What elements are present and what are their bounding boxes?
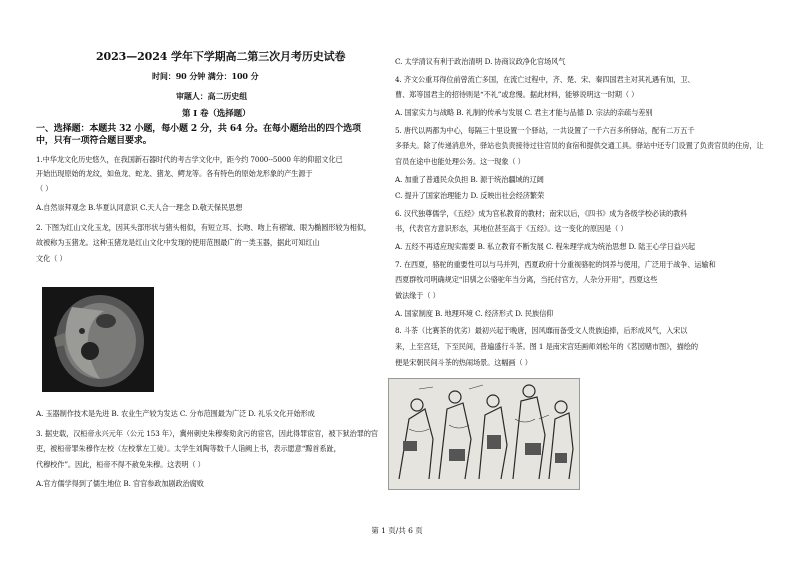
- q1-line-2: 开始出现原始的龙纹，如鱼龙、蛇龙、猪龙、鳄龙等。各有特色的原始龙形象的产生源于: [36, 169, 313, 178]
- q3-line-2: 吏，被桓帝罪朱穆作左校（左校掌左工徒）。太学生刘陶等数千人诣阙上书，表示愿意“黥首系趾，: [36, 444, 341, 453]
- q5-line-3: 官员在途中也能处理公务。这一现象（ ）: [395, 157, 525, 166]
- q4-line-1: 4. 齐文公重耳得位前曾流亡多国，在流亡过程中，齐、楚、宋、秦四国君主对其礼遇有加，卫、: [395, 75, 695, 84]
- q2-line-2: 故被称为玉猪龙。这种玉猪龙是红山文化中发现的使用范围最广的一类玉器，据此可知红山: [36, 238, 320, 247]
- q7-line-1: 7. 在西夏，骆驼的重要性可以与马并列，西夏政府十分重视骆驼的饲养与使用，广泛用于战争、运输和: [395, 260, 716, 269]
- q5-line-1: 5. 唐代以两都为中心，每隔三十里设置一个驿站，一共设置了一千六百多所驿站，配有二万五千: [395, 126, 695, 135]
- q5-options-cd: C. 提升了国家治理能力 D. 反映出社会经济繁荣: [395, 191, 545, 200]
- q7-line-2: 西夏群牧司明确规定“旧驯之公骆驼年当分离，当托付官方，人杂分开用”，西夏这些: [395, 275, 658, 284]
- page-title: 2023—2024 学年下学期高二第三次月考历史试卷: [96, 50, 346, 63]
- q8-line-2: 来，上至宫廷，下至民间，普遍盛行斗茶。图 1 是南宋宫廷画师刘松年的《茗园赌市图》，描绘的: [395, 342, 698, 351]
- q7-options: A. 国家制度 B. 地理环境 C. 经济形式 D. 民族信仰: [395, 309, 554, 318]
- exam-time-info: 时间：90 分钟 满分：100 分: [152, 71, 259, 81]
- q6-line-1: 6. 汉代独尊儒学，《五经》成为官私教育的教材；南宋以后，《四书》成为各级学校必读的教科: [395, 209, 688, 218]
- instructions-line-1: 一、选择题：本题共 32 小题，每小题 2 分，共 64 分。在每小题给出的四个选项: [36, 124, 361, 134]
- q6-options: A. 五经不再适应现实需要 B. 私立教育不断发展 C. 程朱理学成为统治思想 D. 陆王心学日益兴起: [395, 242, 696, 251]
- q2-line-1: 2. 下图为红山文化玉龙，因其头部形状与猪头相似，有短立耳、长吻、吻上有褶皱、眼为椭圆形较为相似，: [36, 223, 371, 232]
- q5-line-2: 多驿夫。除了传递消息外，驿站也负责接待过往官员的食宿和提供交通工具。驿站中还专门设置了负责官员的住房，让: [395, 141, 764, 150]
- q8-line-1: 8. 斗茶（比赛茶的优劣）最初兴起于晚唐，因风靡而备受文人贵族追捧，后形成风气，入宋以: [395, 326, 688, 335]
- q3-options-cd: C. 太学清议有利于政治清明 D. 协商议政净化官场风气: [395, 57, 566, 66]
- instructions-line-2: 中，只有一项符合题目要求。: [36, 136, 152, 146]
- jade-pig-dragon-image: [42, 287, 154, 392]
- q2-options: A. 玉器制作技术是先进 B. 农业生产较为发达 C. 分布范围最为广泛 D. 礼乐文化开始形成: [36, 409, 315, 418]
- q5-options-ab: A. 加重了普通民众负担 B. 源于统治疆域的辽阔: [395, 175, 544, 184]
- section-heading: 第 I 卷（选择题）: [182, 109, 251, 119]
- q1-options: A.自然崇拜观念 B.华夏认同意识 C.天人合一理念 D.敬天保民思想: [36, 203, 243, 212]
- q7-line-3: 做法缘于（ ）: [395, 291, 440, 300]
- q3-line-3: 代穆校作”。因此，桓帝不得不赦免朱穆。这表明（ ）: [36, 460, 205, 469]
- tea-competition-painting: [388, 378, 580, 490]
- q2-line-3: 文化（ ）: [36, 254, 67, 263]
- q4-line-2: 曹、郑等国君主的招待则是“不礼”或怠慢。据此材料，能够说明这一时期（ ）: [395, 90, 639, 99]
- q4-options: A. 国家实力与战略 B. 礼制的传承与发展 C. 君主才能与品德 D. 宗法的亲疏与差别: [395, 108, 653, 117]
- q1-line-3: （ ）: [36, 184, 53, 193]
- q6-line-2: 书，代表官方意识形态，其地位甚至高于《五经》。这一变化的原因是（ ）: [395, 224, 628, 233]
- reviewer-line: 审题人：高二历史组: [176, 91, 248, 101]
- q1-line-1: 1.中华龙文化历史悠久，在我国新石器时代的考古学文化中，距今约 7000--5000 年的仰韶文化已: [36, 155, 343, 164]
- q3-line-1: 3. 据史载，汉桓帝永兴元年（公元 153 年），冀州刺史朱穆奏劾贪污的宦官，因此得罪宦官，被下狱治罪的官: [36, 429, 378, 438]
- q3-options: A.官方儒学得到了儒生地位 B. 官官参政加剧政治腐败: [36, 479, 204, 488]
- q8-line-3: 便是宋朝民间斗茶的热闹场景。这幅画（ ）: [395, 358, 532, 367]
- page-footer: 第 1 页/共 6 页: [371, 526, 423, 535]
